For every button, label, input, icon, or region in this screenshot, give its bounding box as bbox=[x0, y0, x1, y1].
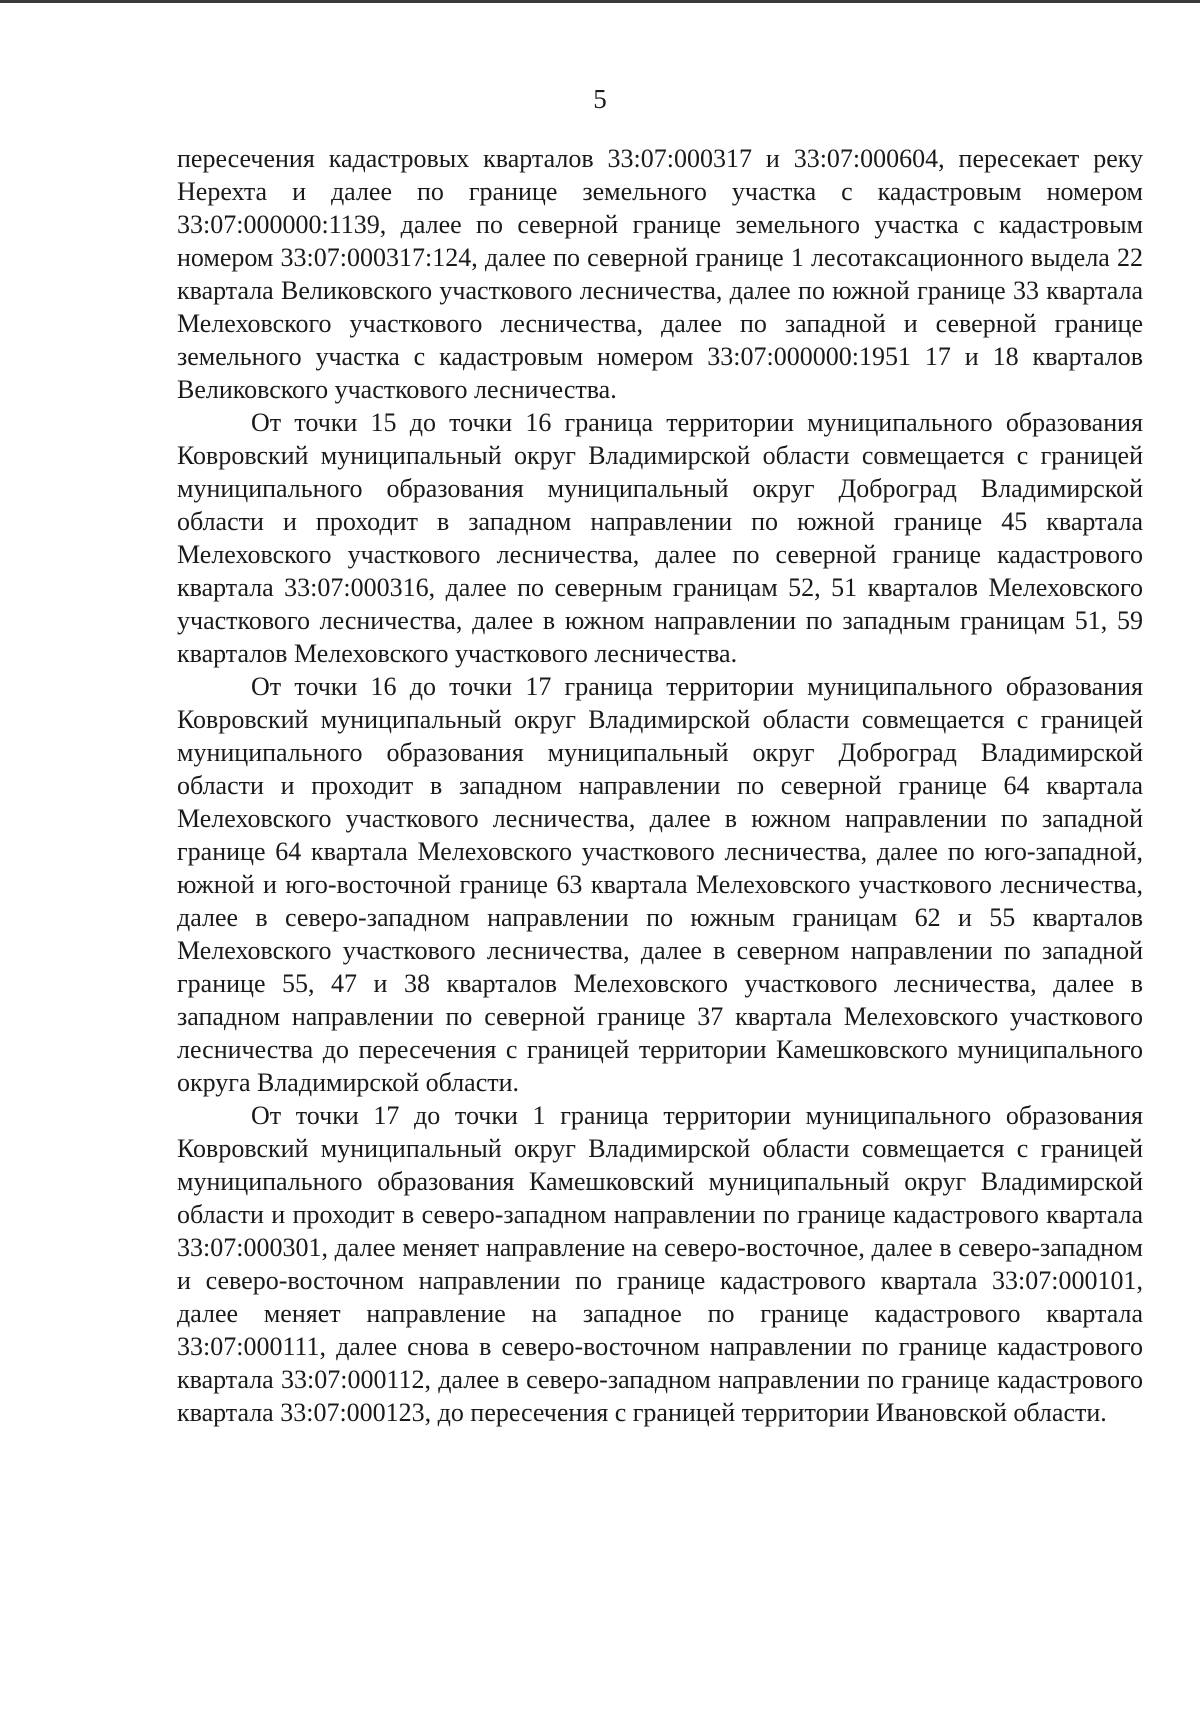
page-top-edge bbox=[0, 0, 1200, 3]
paragraph-point-17-1: От точки 17 до точки 1 граница территории муниципального образования Ковровский муниципальный округ Владимирской области совмещается с границей муниципального образования Камешковский муниципальный округ Владимирской области и проходит в северо-западном направлении по границе кадастрового квартала 33:07:000301, далее меняет направление на северо-восточное, далее в северо-западном и северо-восточном направлении по границе кадастрового квартала 33:07:000101, далее меняет направление на западное по границе кадастрового квартала 33:07:000111, далее снова в северо-восточном направлении по границе кадастрового квартала 33:07:000112, далее в северо-западном направлении по границе кадастрового квартала 33:07:000123, до пересечения с границей территории Ивановской области. bbox=[177, 1101, 1143, 1427]
paragraph-continuation: пересечения кадастровых кварталов 33:07:000317 и 33:07:000604, пересекает реку Нерехта и далее по границе земельного участка с кадастровым номером 33:07:000000:1139, далее по северной границе земельного участка с кадастровым номером 33:07:000317:124, далее по северной границе 1 лесотаксационного выдела 22 квартала Великовского участкового лесничества, далее по южной границе 33 квартала Мелеховского участкового лесничества, далее по западной и северной границе земельного участка с кадастровым номером 33:07:000000:1951 17 и 18 кварталов Великовского участкового лесничества. bbox=[177, 144, 1143, 404]
paragraph-point-16-17: От точки 16 до точки 17 граница территории муниципального образования Ковровский муниципальный округ Владимирской области совмещается с границей муниципального образования муниципальный округ Доброград Владимирской области и проходит в западном направлении по северной границе 64 квартала Мелеховского участкового лесничества, далее в южном направлении по западной границе 64 квартала Мелеховского участкового лесничества, далее по юго-западной, южной и юго-восточной границе 63 квартала Мелеховского участкового лесничества, далее в северо-западном направлении по южным границам 62 и 55 кварталов Мелеховского участкового лесничества, далее в северном направлении по западной границе 55, 47 и 38 кварталов Мелеховского участкового лесничества, далее в западном направлении по северной границе 37 квартала Мелеховского участкового лесничества до пересечения с границей территории Камешковского муниципального округа Владимирской области. bbox=[177, 672, 1143, 1097]
paragraph-point-15-16: От точки 15 до точки 16 граница территории муниципального образования Ковровский муниципальный округ Владимирской области совмещается с границей муниципального образования муниципальный округ Доброград Владимирской области и проходит в западном направлении по южной границе 45 квартала Мелеховского участкового лесничества, далее по северной границе кадастрового квартала 33:07:000316, далее по северным границам 52, 51 кварталов Мелеховского участкового лесничества, далее в южном направлении по западным границам 51, 59 кварталов Мелеховского участкового лесничества. bbox=[177, 408, 1143, 668]
document-body bbox=[177, 142, 1143, 1429]
page-number: 5 bbox=[593, 84, 607, 114]
